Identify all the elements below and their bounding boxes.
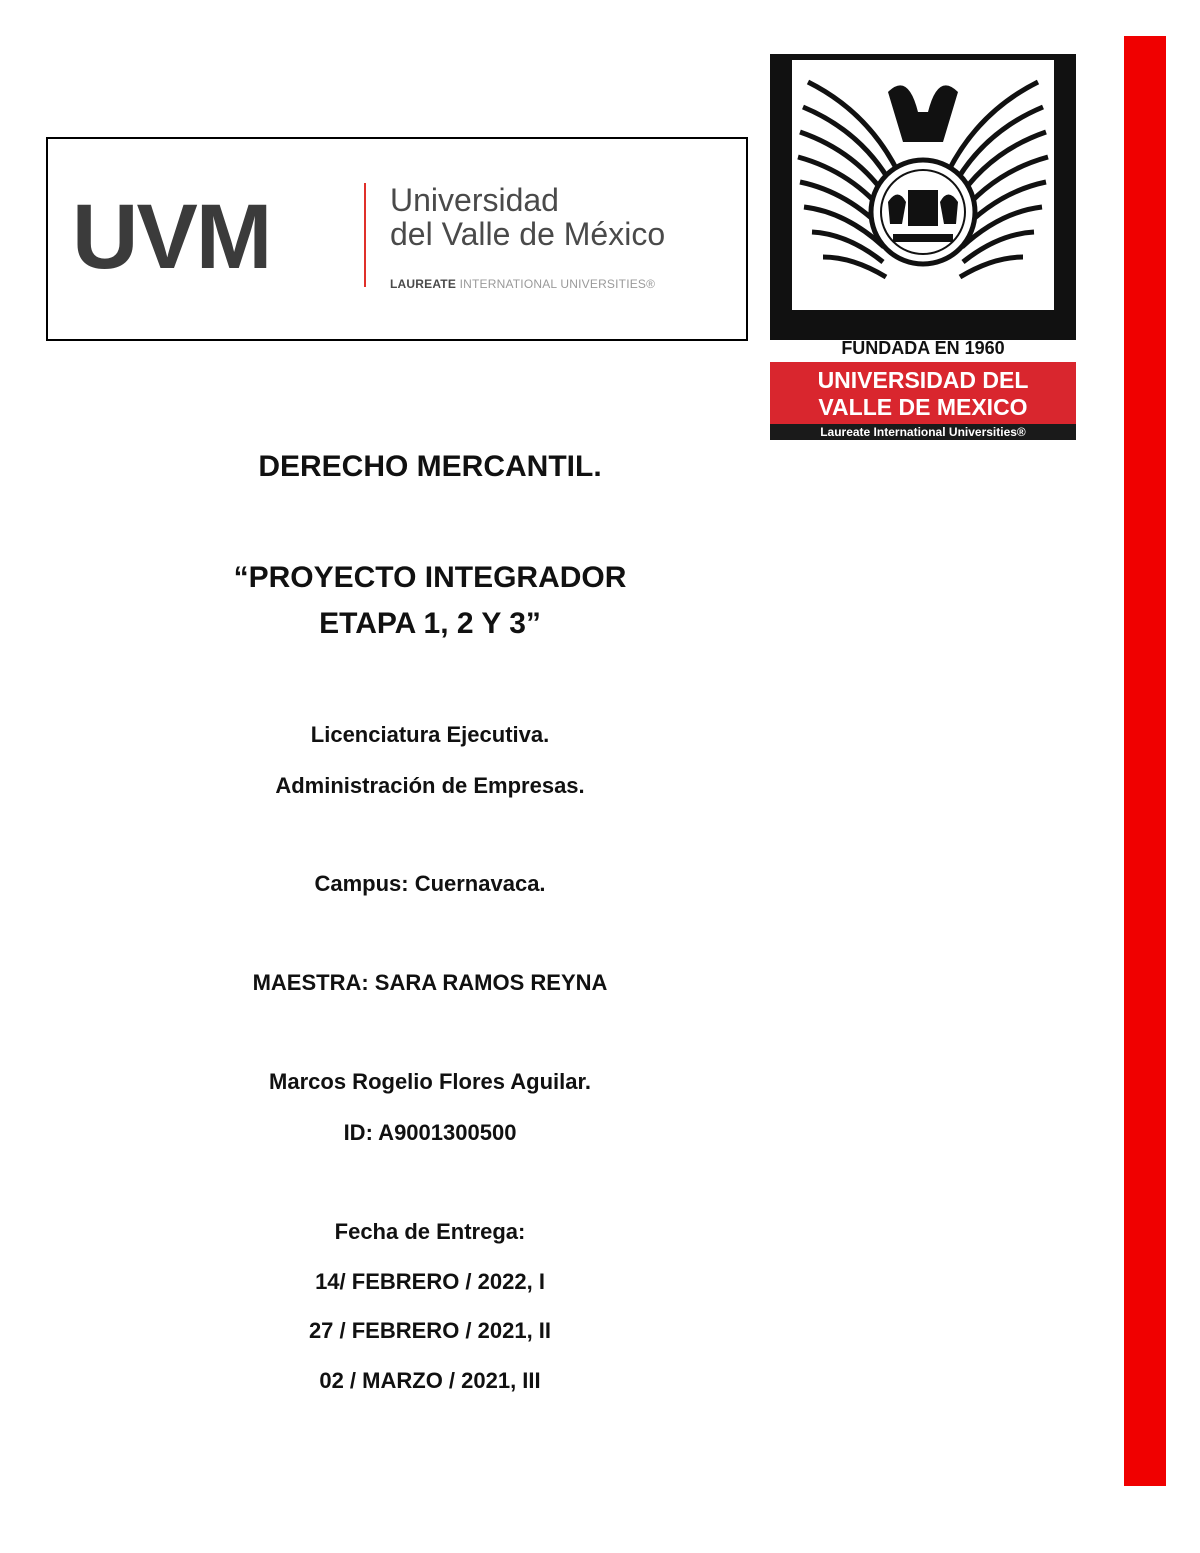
university-seal	[768, 52, 1078, 442]
uvm-logo	[46, 137, 748, 341]
university-name-line2: del Valle de México	[390, 216, 666, 252]
logo-divider	[364, 183, 366, 287]
founded-text: FUNDADA EN 1960	[841, 338, 1005, 358]
seal-laureate: Laureate International Universities®	[770, 424, 1076, 440]
course-title: DERECHO MERCANTIL.	[258, 450, 602, 483]
university-name	[390, 183, 665, 251]
program-text: Administración de Empresas.	[275, 773, 585, 798]
red-side-bar	[1124, 36, 1166, 1486]
seal-name-block	[770, 362, 1076, 424]
seal-name-line1: UNIVERSIDAD DEL	[817, 367, 1029, 393]
project-title-line1: “PROYECTO INTEGRADOR	[233, 561, 627, 594]
student-id: ID: A9001300500	[343, 1120, 517, 1145]
degree-text: Licenciatura Ejecutiva.	[310, 722, 550, 747]
due-date-label: Fecha de Entrega:	[334, 1219, 526, 1244]
due-date-3: 02 / MARZO / 2021, III	[319, 1368, 541, 1393]
due-date-1: 14/ FEBRERO / 2022, I	[315, 1269, 545, 1294]
due-date-2: 27 / FEBRERO / 2021, II	[308, 1318, 552, 1343]
campus-text: Campus: Cuernavaca.	[314, 871, 546, 896]
uvm-wordmark: UVM	[72, 186, 271, 288]
laureate-rest: INTERNATIONAL UNIVERSITIES®	[456, 277, 656, 291]
teacher-text: MAESTRA: SARA RAMOS REYNA	[252, 970, 608, 995]
project-title	[130, 555, 730, 647]
project-title-line2: ETAPA 1, 2 Y 3”	[319, 607, 541, 640]
laureate-tagline	[390, 277, 655, 291]
seal-name-line2: VALLE DE MEXICO	[818, 394, 1028, 420]
laureate-bold: LAUREATE	[390, 277, 457, 291]
seal-emblem	[768, 52, 1078, 342]
student-name: Marcos Rogelio Flores Aguilar.	[269, 1069, 591, 1094]
university-name-line1: Universidad	[390, 182, 559, 218]
